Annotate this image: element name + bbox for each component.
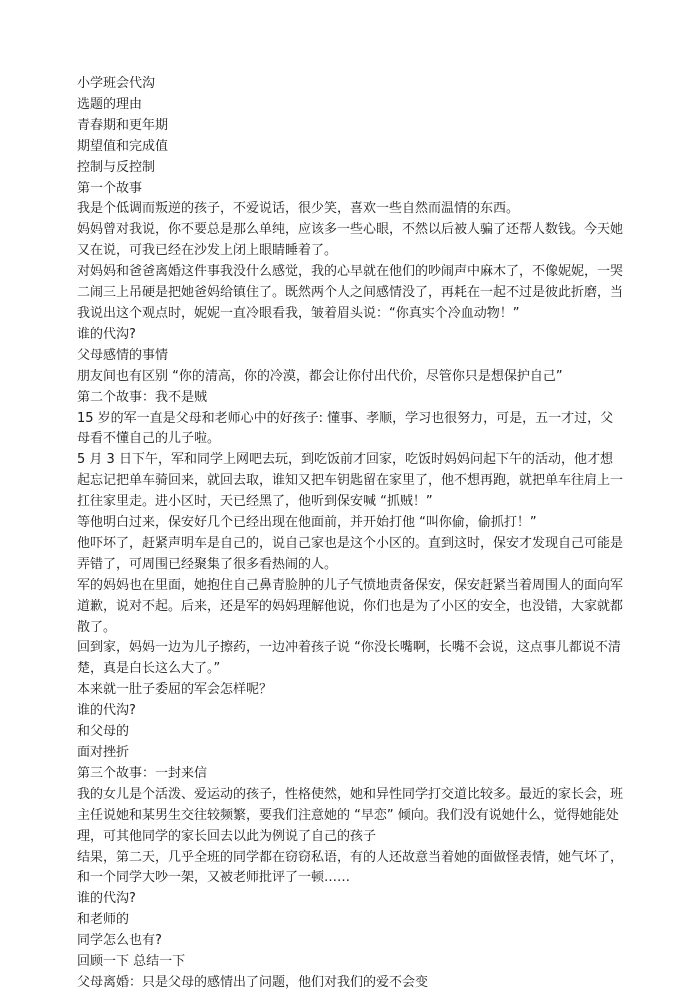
heading-reason: 选题的理由 bbox=[77, 96, 143, 112]
answer-line: 面对挫折 bbox=[77, 745, 130, 760]
story-2-paragraph: 回到家，妈妈一边为儿子擦药，一边冲着孩子说 “你没长嘴啊，长嘴不会说，这点事儿都说不清楚，真是白长这么大了。” bbox=[77, 640, 621, 677]
story-3-paragraph: 我的女儿是个活泼、爱运动的孩子，性格使然，她和异性同学打交道比较多。最近的家长会，班主任说她和某男生交往较频繁，要我们注意她的 “早恋” 倾向。我们没有说她什么，觉得她能处理，可其他同学的家长回去以此为例说了自己的孩子 bbox=[77, 786, 624, 844]
point-expectation: 期望值和完成值 bbox=[77, 138, 169, 154]
answer-line: 朋友间也有区别 “你的清高，你的冷漠，都会让你付出代价，尽管你只是想保护自己” bbox=[77, 368, 563, 384]
story-1-paragraph: 我是个低调而叛逆的孩子，不爱说话，很少笑，喜欢一些自然而温情的东西。 bbox=[77, 201, 520, 217]
story-2-paragraph: 等他明白过来，保安好几个已经出现在他面前，并开始打他 “叫你偷，偷抓打！” bbox=[77, 515, 537, 531]
story-2-heading: 第二个故事：我不是贼 bbox=[77, 389, 208, 405]
story-3-heading: 第三个故事：一封来信 bbox=[77, 765, 208, 781]
doc-title: 小学班会代沟 bbox=[77, 76, 156, 91]
question-whose-gap: 谁的代沟? bbox=[77, 326, 136, 342]
story-2-question: 本来就一肚子委屈的军会怎样呢？ bbox=[77, 682, 273, 698]
question-whose-gap: 谁的代沟? bbox=[77, 703, 136, 719]
story-1-heading: 第一个故事 bbox=[77, 180, 143, 196]
answer-line: 父母感情的事情 bbox=[77, 347, 169, 363]
answer-line: 同学怎么也有? bbox=[77, 933, 162, 949]
story-1-paragraph: 妈妈曾对我说，你不要总是那么单纯，应该多一些心眼，不然以后被人骗了还帮人数钱。今天她又在说，可我已经在沙发上闭上眼睛睡着了。 bbox=[77, 222, 624, 259]
answer-line: 和父母的 bbox=[77, 724, 130, 740]
summary-line: 父母离婚：只是父母的感情出了问题，他们对我们的爱不会变 bbox=[77, 974, 429, 990]
story-2-paragraph: 他吓坏了，赶紧声明车是自己的，说自己家也是这个小区的。直到这时，保安才发现自己可能是弄错了，可周围已经聚集了很多看热闹的人。 bbox=[77, 535, 624, 572]
story-3-paragraph: 结果，第二天，几乎全班的同学都在窃窃私语，有的人还故意当着她的面做怪表情，她气坏了，和一个同学大吵一架，又被老师批评了一顿…… bbox=[77, 849, 624, 886]
question-whose-gap: 谁的代沟? bbox=[77, 891, 136, 907]
document-body bbox=[77, 74, 625, 994]
story-2-paragraph: 5 月 3 日下午，军和同学上网吧去玩，到吃饭前才回家，吃饭时妈妈问起下午的活动，他才想起忘记把单车骑回来，就回去取，谁知又把车钥匙留在家里了，他不想再跑，就把单车往肩上一扛往家里走。进小区时，天已经黑了，他听到保安喊 “抓贼！” bbox=[77, 452, 624, 510]
story-2-paragraph: 15 岁的军一直是父母和老师心中的好孩子: 懂事、孝顺，学习也很努力，可是，五一才过，父母看不懂自己的儿子啦。 bbox=[77, 410, 614, 447]
summary-heading: 回顾一下 总结一下 bbox=[77, 954, 186, 970]
point-adolescence: 青春期和更年期 bbox=[77, 117, 169, 133]
story-2-paragraph: 军的妈妈也在里面，她抱住自己鼻青脸肿的儿子气愤地责备保安，保安赶紧当着周围人的面向军道歉，说对不起。后来，还是军的妈妈理解他说，你们也是为了小区的安全，也没错，大家就都散了。 bbox=[77, 577, 624, 635]
answer-line: 和老师的 bbox=[77, 912, 130, 928]
story-1-paragraph: 对妈妈和爸爸离婚这件事我没什么感觉，我的心早就在他们的吵闹声中麻木了，不像妮妮，一哭二闹三上吊硬是把她爸妈给镇住了。既然两个人之间感情没了，再耗在一起不过是彼此折磨，当我说出这个观点时，妮妮一直冷眼看我，皱着眉头说：“你真实个冷血动物！” bbox=[77, 264, 624, 321]
point-control: 控制与反控制 bbox=[77, 159, 156, 175]
